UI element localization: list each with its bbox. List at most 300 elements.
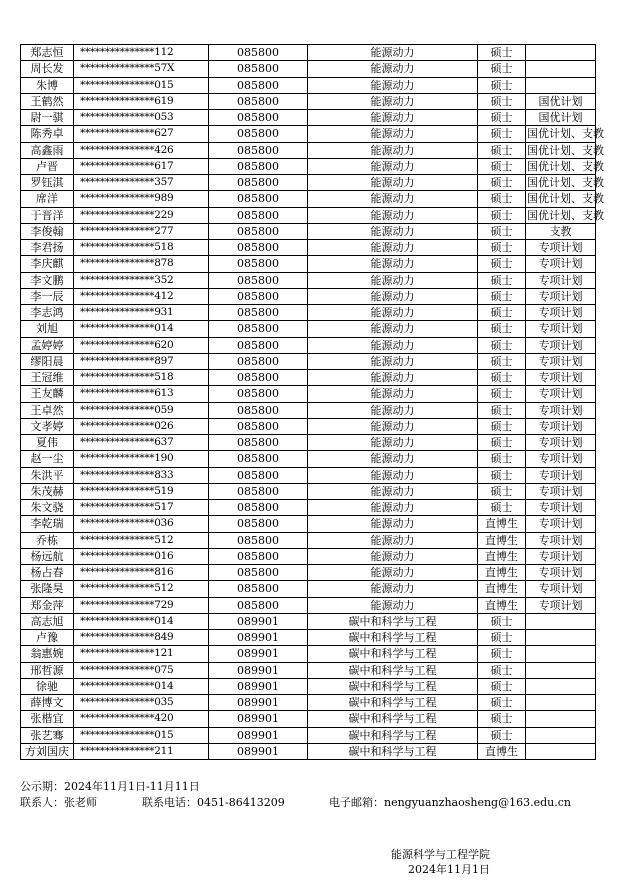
major-code-cell: 085800 — [209, 532, 308, 548]
name-cell: 高鑫雨 — [21, 142, 74, 158]
name-cell: 于晋洋 — [21, 207, 74, 223]
id-number-cell: ***************420 — [74, 711, 209, 727]
table-row — [21, 223, 596, 239]
major-code-cell: 085800 — [209, 353, 308, 369]
note-cell: 专项计划 — [526, 451, 596, 467]
note-cell: 专项计划 — [526, 305, 596, 321]
degree-type-cell: 硕士 — [478, 678, 526, 694]
major-name-cell: 能源动力 — [308, 240, 478, 256]
note-cell: 专项计划 — [526, 240, 596, 256]
degree-type-cell: 硕士 — [478, 402, 526, 418]
major-name-cell: 碳中和科学与工程 — [308, 630, 478, 646]
major-name-cell: 能源动力 — [308, 77, 478, 93]
major-code-cell: 089901 — [209, 662, 308, 678]
note-cell — [526, 662, 596, 678]
major-code-cell: 085800 — [209, 597, 308, 613]
name-cell: 文孝婷 — [21, 418, 74, 434]
note-cell: 支教 — [526, 223, 596, 239]
degree-type-cell: 直博生 — [478, 743, 526, 759]
note-cell: 专项计划 — [526, 467, 596, 483]
name-cell: 朱洪平 — [21, 467, 74, 483]
major-code-cell: 089901 — [209, 743, 308, 759]
note-cell: 专项计划 — [526, 418, 596, 434]
major-name-cell: 能源动力 — [308, 288, 478, 304]
major-name-cell: 能源动力 — [308, 451, 478, 467]
contact-person: 联系人：张老师 — [20, 796, 97, 809]
major-code-cell: 085800 — [209, 516, 308, 532]
major-code-cell: 085800 — [209, 61, 308, 77]
degree-type-cell: 硕士 — [478, 613, 526, 629]
major-name-cell: 碳中和科学与工程 — [308, 711, 478, 727]
major-code-cell: 085800 — [209, 500, 308, 516]
major-code-cell: 089901 — [209, 727, 308, 743]
major-code-cell: 085800 — [209, 223, 308, 239]
major-code-cell: 085800 — [209, 256, 308, 272]
id-number-cell: ***************229 — [74, 207, 209, 223]
note-cell: 专项计划 — [526, 353, 596, 369]
id-number-cell: ***************617 — [74, 158, 209, 174]
major-code-cell: 089901 — [209, 613, 308, 629]
major-name-cell: 碳中和科学与工程 — [308, 695, 478, 711]
major-code-cell: 085800 — [209, 548, 308, 564]
degree-type-cell: 硕士 — [478, 175, 526, 191]
name-cell: 郑金萍 — [21, 597, 74, 613]
table-row — [21, 240, 596, 256]
name-cell: 王友麟 — [21, 386, 74, 402]
major-code-cell: 089901 — [209, 695, 308, 711]
major-code-cell: 089901 — [209, 678, 308, 694]
table-row — [21, 272, 596, 288]
contact-phone: 联系电话：0451-86413209 — [142, 796, 285, 809]
major-code-cell: 085800 — [209, 435, 308, 451]
degree-type-cell: 硕士 — [478, 207, 526, 223]
name-cell: 杨远航 — [21, 548, 74, 564]
degree-type-cell: 硕士 — [478, 77, 526, 93]
major-name-cell: 能源动力 — [308, 565, 478, 581]
name-cell: 张艺骞 — [21, 727, 74, 743]
major-name-cell: 碳中和科学与工程 — [308, 678, 478, 694]
major-code-cell: 085800 — [209, 467, 308, 483]
table-row — [21, 467, 596, 483]
major-name-cell: 能源动力 — [308, 272, 478, 288]
major-code-cell: 085800 — [209, 77, 308, 93]
id-number-cell: ***************016 — [74, 548, 209, 564]
id-number-cell: ***************015 — [74, 77, 209, 93]
table-row — [21, 305, 596, 321]
table-row — [21, 93, 596, 109]
degree-type-cell: 硕士 — [478, 110, 526, 126]
degree-type-cell: 直博生 — [478, 565, 526, 581]
name-cell: 李志鸿 — [21, 305, 74, 321]
table-row — [21, 158, 596, 174]
major-name-cell: 能源动力 — [308, 467, 478, 483]
table-row — [21, 630, 596, 646]
name-cell: 王冠维 — [21, 370, 74, 386]
name-cell: 李文鹏 — [21, 272, 74, 288]
table-row — [21, 191, 596, 207]
note-cell: 专项计划 — [526, 321, 596, 337]
id-number-cell: ***************357 — [74, 175, 209, 191]
table-row — [21, 207, 596, 223]
degree-type-cell: 直博生 — [478, 597, 526, 613]
id-number-cell: ***************620 — [74, 337, 209, 353]
degree-type-cell: 硕士 — [478, 305, 526, 321]
major-name-cell: 碳中和科学与工程 — [308, 662, 478, 678]
major-code-cell: 085800 — [209, 191, 308, 207]
table-row — [21, 646, 596, 662]
major-code-cell: 085800 — [209, 581, 308, 597]
table-row — [21, 483, 596, 499]
note-cell: 专项计划 — [526, 256, 596, 272]
name-cell: 薛博文 — [21, 695, 74, 711]
major-code-cell: 085800 — [209, 110, 308, 126]
degree-type-cell: 硕士 — [478, 467, 526, 483]
major-name-cell: 能源动力 — [308, 337, 478, 353]
table-row — [21, 126, 596, 142]
name-cell: 席洋 — [21, 191, 74, 207]
table-row — [21, 370, 596, 386]
degree-type-cell: 硕士 — [478, 483, 526, 499]
id-number-cell: ***************026 — [74, 418, 209, 434]
table-row — [21, 337, 596, 353]
major-name-cell: 能源动力 — [308, 548, 478, 564]
name-cell: 孟婷婷 — [21, 337, 74, 353]
table-row — [21, 597, 596, 613]
major-name-cell: 碳中和科学与工程 — [308, 743, 478, 759]
major-name-cell: 能源动力 — [308, 158, 478, 174]
degree-type-cell: 硕士 — [478, 695, 526, 711]
degree-type-cell: 硕士 — [478, 630, 526, 646]
note-cell — [526, 45, 596, 61]
table-row — [21, 581, 596, 597]
id-number-cell: ***************816 — [74, 565, 209, 581]
id-number-cell: ***************277 — [74, 223, 209, 239]
degree-type-cell: 硕士 — [478, 223, 526, 239]
major-name-cell: 能源动力 — [308, 370, 478, 386]
note-cell: 专项计划 — [526, 548, 596, 564]
degree-type-cell: 直博生 — [478, 581, 526, 597]
note-cell: 专项计划 — [526, 435, 596, 451]
note-cell: 国优计划、支教 — [527, 127, 604, 141]
name-cell: 周长发 — [21, 61, 74, 77]
major-name-cell: 能源动力 — [308, 402, 478, 418]
degree-type-cell: 硕士 — [478, 435, 526, 451]
table-row — [21, 743, 596, 759]
table-row — [21, 288, 596, 304]
contact-email: 电子邮箱：nengyuanzhaosheng@163.edu.cn — [329, 796, 571, 809]
major-name-cell: 能源动力 — [308, 61, 478, 77]
name-cell: 徐驰 — [21, 678, 74, 694]
note-cell: 专项计划 — [526, 565, 596, 581]
major-name-cell: 能源动力 — [308, 483, 478, 499]
major-code-cell: 085800 — [209, 337, 308, 353]
major-code-cell: 085800 — [209, 370, 308, 386]
degree-type-cell: 硕士 — [478, 93, 526, 109]
major-code-cell: 085800 — [209, 45, 308, 61]
major-name-cell: 能源动力 — [308, 223, 478, 239]
major-code-cell: 085800 — [209, 93, 308, 109]
degree-type-cell: 硕士 — [478, 353, 526, 369]
major-code-cell: 085800 — [209, 175, 308, 191]
table-row — [21, 256, 596, 272]
major-code-cell: 089901 — [209, 630, 308, 646]
table-row — [21, 532, 596, 548]
id-number-cell: ***************014 — [74, 613, 209, 629]
note-cell: 国优计划 — [526, 110, 596, 126]
table-row — [21, 500, 596, 516]
table-row — [21, 678, 596, 694]
degree-type-cell: 硕士 — [478, 240, 526, 256]
note-cell — [526, 727, 596, 743]
signature-date: 2024年11月1日 — [408, 863, 490, 876]
table-row — [21, 516, 596, 532]
note-cell — [526, 743, 596, 759]
note-cell: 专项计划 — [526, 516, 596, 532]
table-row — [21, 61, 596, 77]
table-row — [21, 727, 596, 743]
id-number-cell: ***************512 — [74, 532, 209, 548]
signature-org: 能源科学与工程学院 — [391, 848, 490, 861]
degree-type-cell: 硕士 — [478, 288, 526, 304]
id-number-cell: ***************036 — [74, 516, 209, 532]
table-row — [21, 451, 596, 467]
id-number-cell: ***************015 — [74, 727, 209, 743]
name-cell: 王鹤然 — [21, 93, 74, 109]
name-cell: 李乾瑞 — [21, 516, 74, 532]
name-cell: 陈秀卓 — [21, 126, 74, 142]
major-name-cell: 能源动力 — [308, 500, 478, 516]
major-name-cell: 能源动力 — [308, 353, 478, 369]
major-name-cell: 能源动力 — [308, 321, 478, 337]
major-code-cell: 089901 — [209, 646, 308, 662]
major-code-cell: 085800 — [209, 451, 308, 467]
note-cell — [526, 646, 596, 662]
major-name-cell: 能源动力 — [308, 126, 478, 142]
id-number-cell: ***************519 — [74, 483, 209, 499]
publicity-period: 公示期：2024年11月1日-11月11日 — [20, 780, 200, 793]
degree-type-cell: 直博生 — [478, 548, 526, 564]
degree-type-cell: 硕士 — [478, 386, 526, 402]
table-body — [21, 45, 604, 760]
id-number-cell: ***************627 — [74, 126, 209, 142]
degree-type-cell: 硕士 — [478, 711, 526, 727]
degree-type-cell: 硕士 — [478, 662, 526, 678]
degree-type-cell: 硕士 — [478, 256, 526, 272]
id-number-cell: ***************075 — [74, 662, 209, 678]
degree-type-cell: 硕士 — [478, 451, 526, 467]
table-row — [21, 142, 596, 158]
admission-list-table — [20, 44, 604, 760]
id-number-cell: ***************426 — [74, 142, 209, 158]
major-code-cell: 085800 — [209, 402, 308, 418]
id-number-cell: ***************014 — [74, 678, 209, 694]
degree-type-cell: 硕士 — [478, 126, 526, 142]
degree-type-cell: 直博生 — [478, 532, 526, 548]
table-row — [21, 45, 596, 61]
id-number-cell: ***************897 — [74, 353, 209, 369]
degree-type-cell: 硕士 — [478, 418, 526, 434]
major-code-cell: 085800 — [209, 207, 308, 223]
note-cell: 专项计划 — [526, 500, 596, 516]
table-row — [21, 662, 596, 678]
table-row — [21, 402, 596, 418]
major-name-cell: 能源动力 — [308, 418, 478, 434]
major-code-cell: 085800 — [209, 321, 308, 337]
id-number-cell: ***************729 — [74, 597, 209, 613]
id-number-cell: ***************518 — [74, 370, 209, 386]
degree-type-cell: 硕士 — [478, 272, 526, 288]
note-cell — [526, 678, 596, 694]
name-cell: 郑志恒 — [21, 45, 74, 61]
major-name-cell: 能源动力 — [308, 93, 478, 109]
table-row — [21, 711, 596, 727]
major-name-cell: 碳中和科学与工程 — [308, 727, 478, 743]
id-number-cell: ***************849 — [74, 630, 209, 646]
degree-type-cell: 硕士 — [478, 142, 526, 158]
id-number-cell: ***************517 — [74, 500, 209, 516]
degree-type-cell: 硕士 — [478, 321, 526, 337]
degree-type-cell: 硕士 — [478, 370, 526, 386]
table-row — [21, 386, 596, 402]
name-cell: 朱博 — [21, 77, 74, 93]
id-number-cell: ***************619 — [74, 93, 209, 109]
degree-type-cell: 硕士 — [478, 45, 526, 61]
note-cell: 专项计划 — [526, 272, 596, 288]
degree-type-cell: 硕士 — [478, 727, 526, 743]
note-cell: 国优计划 — [526, 93, 596, 109]
major-code-cell: 085800 — [209, 126, 308, 142]
name-cell: 乔栋 — [21, 532, 74, 548]
note-cell: 专项计划 — [526, 532, 596, 548]
id-number-cell: ***************512 — [74, 581, 209, 597]
name-cell: 卢豫 — [21, 630, 74, 646]
table-row — [21, 548, 596, 564]
major-name-cell: 能源动力 — [308, 175, 478, 191]
table-row — [21, 321, 596, 337]
major-name-cell: 能源动力 — [308, 532, 478, 548]
table-row — [21, 175, 596, 191]
note-cell: 专项计划 — [526, 337, 596, 353]
name-cell: 张隆昊 — [21, 581, 74, 597]
major-code-cell: 085800 — [209, 418, 308, 434]
major-name-cell: 能源动力 — [308, 435, 478, 451]
note-cell: 专项计划 — [526, 288, 596, 304]
major-code-cell: 085800 — [209, 386, 308, 402]
degree-type-cell: 硕士 — [478, 500, 526, 516]
major-name-cell: 能源动力 — [308, 597, 478, 613]
id-number-cell: ***************989 — [74, 191, 209, 207]
major-name-cell: 能源动力 — [308, 207, 478, 223]
name-cell: 李庆麒 — [21, 256, 74, 272]
id-number-cell: ***************014 — [74, 321, 209, 337]
name-cell: 高志旭 — [21, 613, 74, 629]
note-cell: 专项计划 — [526, 483, 596, 499]
table-row — [21, 695, 596, 711]
major-name-cell: 能源动力 — [308, 191, 478, 207]
id-number-cell: ***************035 — [74, 695, 209, 711]
major-name-cell: 能源动力 — [308, 256, 478, 272]
note-cell: 国优计划、支教 — [527, 159, 604, 173]
name-cell: 邢哲源 — [21, 662, 74, 678]
name-cell: 朱茂赫 — [21, 483, 74, 499]
note-cell: 专项计划 — [526, 597, 596, 613]
major-name-cell: 能源动力 — [308, 110, 478, 126]
major-name-cell: 能源动力 — [308, 305, 478, 321]
id-number-cell: ***************518 — [74, 240, 209, 256]
name-cell: 罗钰淇 — [21, 175, 74, 191]
major-code-cell: 085800 — [209, 272, 308, 288]
name-cell: 赵一尘 — [21, 451, 74, 467]
name-cell: 翁惠婉 — [21, 646, 74, 662]
major-name-cell: 能源动力 — [308, 386, 478, 402]
major-code-cell: 085800 — [209, 288, 308, 304]
note-cell: 专项计划 — [526, 386, 596, 402]
name-cell: 刘旭 — [21, 321, 74, 337]
major-name-cell: 能源动力 — [308, 581, 478, 597]
degree-type-cell: 硕士 — [478, 337, 526, 353]
note-cell — [526, 695, 596, 711]
name-cell: 李一辰 — [21, 288, 74, 304]
note-cell: 国优计划、支教 — [527, 176, 604, 190]
major-name-cell: 能源动力 — [308, 516, 478, 532]
table-row — [21, 110, 596, 126]
note-cell — [526, 77, 596, 93]
name-cell: 张楷宜 — [21, 711, 74, 727]
note-cell: 专项计划 — [526, 581, 596, 597]
major-code-cell: 085800 — [209, 565, 308, 581]
note-cell — [526, 613, 596, 629]
note-cell: 国优计划、支教 — [527, 208, 604, 222]
major-code-cell: 085800 — [209, 305, 308, 321]
table-row — [21, 565, 596, 581]
degree-type-cell: 硕士 — [478, 646, 526, 662]
id-number-cell: ***************352 — [74, 272, 209, 288]
major-name-cell: 能源动力 — [308, 142, 478, 158]
note-cell — [526, 61, 596, 77]
degree-type-cell: 硕士 — [478, 61, 526, 77]
id-number-cell: ***************211 — [74, 743, 209, 759]
table-row — [21, 418, 596, 434]
major-code-cell: 089901 — [209, 711, 308, 727]
name-cell: 王卓然 — [21, 402, 74, 418]
major-code-cell: 085800 — [209, 142, 308, 158]
degree-type-cell: 直博生 — [478, 516, 526, 532]
name-cell: 夏伟 — [21, 435, 74, 451]
major-name-cell: 碳中和科学与工程 — [308, 613, 478, 629]
major-code-cell: 085800 — [209, 158, 308, 174]
degree-type-cell: 硕士 — [478, 158, 526, 174]
id-number-cell: ***************878 — [74, 256, 209, 272]
table-row — [21, 77, 596, 93]
id-number-cell: ***************931 — [74, 305, 209, 321]
name-cell: 缪阳晨 — [21, 353, 74, 369]
note-cell: 专项计划 — [526, 370, 596, 386]
major-name-cell: 碳中和科学与工程 — [308, 646, 478, 662]
id-number-cell: ***************121 — [74, 646, 209, 662]
id-number-cell: ***************053 — [74, 110, 209, 126]
id-number-cell: ***************57X — [74, 61, 209, 77]
name-cell: 尉一骐 — [21, 110, 74, 126]
name-cell: 卢晋 — [21, 158, 74, 174]
name-cell: 李君扬 — [21, 240, 74, 256]
id-number-cell: ***************833 — [74, 467, 209, 483]
table-row — [21, 435, 596, 451]
name-cell: 杨占春 — [21, 565, 74, 581]
note-cell: 专项计划 — [526, 402, 596, 418]
id-number-cell: ***************190 — [74, 451, 209, 467]
note-cell — [526, 711, 596, 727]
name-cell: 朱文骁 — [21, 500, 74, 516]
